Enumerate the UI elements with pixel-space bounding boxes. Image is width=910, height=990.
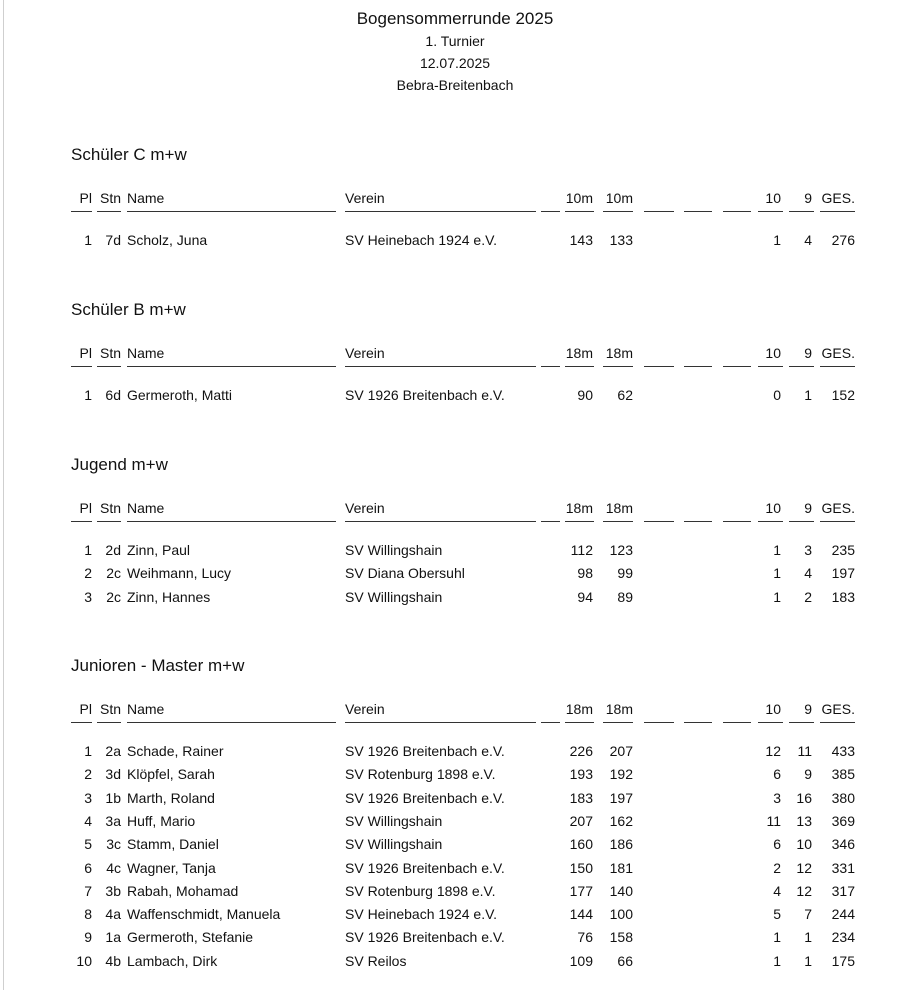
cell-distance-1: 207	[569, 812, 593, 829]
cell-distance-2: 158	[609, 929, 633, 946]
header-underline	[758, 211, 783, 212]
col-header-pl: Pl	[79, 190, 92, 206]
cell-club: SV Heinebach 1924 e.V.	[345, 906, 498, 923]
col-header-tens: 10	[765, 345, 781, 361]
col-header-nines: 9	[804, 500, 812, 516]
table-row	[0, 811, 910, 831]
cell-tens: 11	[766, 812, 781, 829]
table-row	[0, 764, 910, 784]
cell-distance-1: 76	[577, 929, 593, 946]
header-underline	[345, 211, 536, 212]
col-header-total: GES.	[821, 701, 855, 717]
cell-tens: 0	[773, 387, 781, 403]
header-underline	[644, 211, 674, 212]
cell-distance-2: 133	[609, 232, 633, 248]
cell-tens: 1	[773, 542, 781, 558]
cell-place: 1	[84, 232, 92, 248]
col-header-distance-2: 18m	[605, 345, 633, 361]
header-underline	[684, 366, 712, 367]
cell-total: 380	[831, 789, 855, 806]
col-header-tens: 10	[765, 190, 781, 206]
cell-total: 433	[831, 743, 855, 759]
cell-total: 234	[831, 929, 855, 946]
cell-distance-2: 207	[609, 743, 633, 759]
cell-total: 317	[831, 882, 855, 899]
table-row	[0, 788, 910, 808]
cell-nines: 1	[804, 929, 812, 946]
header-underline	[565, 722, 594, 723]
header-underline	[127, 521, 336, 522]
header-underline	[603, 521, 633, 522]
cell-total: 197	[831, 565, 855, 582]
cell-distance-1: 112	[570, 542, 593, 558]
cell-target: 3b	[105, 882, 121, 899]
header-underline	[820, 722, 855, 723]
col-header-tens: 10	[765, 500, 781, 516]
cell-tens: 6	[773, 836, 781, 853]
col-header-name: Name	[127, 701, 165, 717]
header-underline	[345, 366, 536, 367]
cell-name: Scholz, Juna	[127, 232, 208, 248]
header-underline	[603, 211, 633, 212]
cell-distance-1: 98	[577, 565, 593, 582]
cell-nines: 10	[796, 836, 812, 853]
tournament-date: 12.07.2025	[419, 55, 491, 71]
cell-total: 346	[831, 836, 855, 853]
cell-name: Zinn, Hannes	[127, 588, 211, 605]
cell-club: SV 1926 Breitenbach e.V.	[345, 859, 505, 876]
header-underline	[789, 366, 814, 367]
cell-place: 2	[84, 766, 92, 783]
table-row	[0, 587, 910, 607]
table-row	[0, 230, 910, 250]
cell-tens: 5	[773, 906, 781, 923]
cell-place: 7	[84, 882, 92, 899]
cell-total: 175	[831, 952, 855, 969]
table-header	[0, 190, 910, 210]
col-header-pl: Pl	[79, 500, 92, 516]
cell-nines: 11	[797, 743, 812, 759]
header-underline	[127, 722, 336, 723]
col-header-stn: Stn	[99, 190, 121, 206]
cell-name: Germeroth, Stefanie	[127, 929, 254, 946]
table-row	[0, 904, 910, 924]
header-underline	[127, 366, 336, 367]
table-header	[0, 701, 910, 721]
col-header-tens: 10	[765, 701, 781, 717]
cell-nines: 13	[796, 812, 812, 829]
header-underline	[758, 521, 783, 522]
section-title: Schüler B m+w	[71, 300, 186, 319]
col-header-verein: Verein	[345, 190, 385, 206]
cell-club: SV Willingshain	[345, 588, 443, 605]
header-underline	[97, 722, 121, 723]
header-underline	[789, 722, 814, 723]
header-underline	[97, 366, 121, 367]
table-row	[0, 741, 910, 761]
cell-distance-2: 66	[617, 952, 633, 969]
col-header-distance-2: 10m	[605, 190, 633, 206]
header-underline	[723, 521, 751, 522]
col-header-verein: Verein	[345, 701, 385, 717]
section-title: Junioren - Master m+w	[71, 656, 245, 675]
cell-target: 4c	[106, 859, 121, 876]
header-underline	[565, 211, 594, 212]
cell-club: SV Rotenburg 1898 e.V.	[345, 882, 496, 899]
col-header-distance-1: 18m	[565, 701, 593, 717]
cell-place: 5	[84, 836, 92, 853]
cell-place: 10	[76, 952, 92, 969]
header-underline	[758, 366, 783, 367]
cell-tens: 6	[773, 766, 781, 783]
cell-place: 6	[84, 859, 92, 876]
col-header-pl: Pl	[79, 345, 92, 361]
header-underline	[789, 211, 814, 212]
table-row	[0, 385, 910, 405]
header-underline	[71, 211, 92, 212]
col-header-distance-1: 18m	[565, 500, 593, 516]
cell-name: Marth, Roland	[127, 789, 215, 806]
cell-club: SV Rotenburg 1898 e.V.	[345, 766, 496, 783]
cell-distance-2: 192	[609, 766, 633, 783]
cell-target: 7d	[105, 232, 121, 248]
table-row	[0, 927, 910, 947]
col-header-stn: Stn	[99, 345, 121, 361]
cell-club: SV Willingshain	[345, 542, 443, 558]
cell-distance-2: 186	[609, 836, 633, 853]
cell-nines: 7	[804, 906, 812, 923]
cell-name: Germeroth, Matti	[127, 387, 233, 403]
cell-club: SV Willingshain	[345, 836, 443, 853]
cell-nines: 1	[804, 387, 812, 403]
cell-target: 6d	[105, 387, 121, 403]
cell-target: 4a	[105, 906, 121, 923]
cell-target: 1b	[105, 789, 121, 806]
cell-place: 8	[84, 906, 92, 923]
col-header-pl: Pl	[79, 701, 92, 717]
header-underline	[820, 366, 855, 367]
cell-distance-2: 123	[609, 542, 633, 558]
cell-nines: 12	[796, 882, 812, 899]
cell-club: SV Heinebach 1924 e.V.	[345, 232, 498, 248]
table-row	[0, 951, 910, 971]
cell-name: Stamm, Daniel	[127, 836, 219, 853]
cell-place: 2	[84, 565, 92, 582]
header-underline	[541, 521, 560, 522]
cell-club: SV Diana Obersuhl	[345, 565, 465, 582]
cell-tens: 12	[765, 743, 781, 759]
cell-total: 152	[831, 387, 855, 403]
header-underline	[820, 211, 855, 212]
header-underline	[644, 366, 674, 367]
header-underline	[71, 722, 92, 723]
header-underline	[758, 722, 783, 723]
header-underline	[644, 521, 674, 522]
header-underline	[71, 366, 92, 367]
cell-target: 2a	[105, 743, 121, 759]
cell-place: 3	[84, 789, 92, 806]
col-header-distance-1: 10m	[565, 190, 593, 206]
table-row	[0, 881, 910, 901]
cell-distance-1: 144	[569, 906, 593, 923]
cell-name: Klöpfel, Sarah	[127, 766, 215, 783]
tournament-location: Bebra-Breitenbach	[396, 77, 514, 93]
header-underline	[603, 722, 633, 723]
cell-target: 2c	[106, 588, 121, 605]
header-underline	[345, 722, 536, 723]
cell-tens: 1	[773, 565, 781, 582]
col-header-nines: 9	[804, 701, 812, 717]
cell-distance-1: 94	[577, 588, 593, 605]
cell-place: 9	[84, 929, 92, 946]
cell-distance-1: 193	[569, 766, 593, 783]
cell-place: 1	[84, 387, 92, 403]
cell-distance-2: 100	[609, 906, 633, 923]
col-header-distance-2: 18m	[605, 701, 633, 717]
cell-target: 3a	[105, 812, 121, 829]
document-header	[0, 8, 910, 96]
cell-tens: 1	[773, 588, 781, 605]
cell-club: SV Reilos	[345, 952, 407, 969]
col-header-name: Name	[127, 190, 165, 206]
cell-nines: 2	[804, 588, 812, 605]
col-header-name: Name	[127, 345, 165, 361]
cell-tens: 4	[773, 882, 781, 899]
cell-tens: 1	[773, 929, 781, 946]
cell-nines: 12	[796, 859, 812, 876]
table-row	[0, 540, 910, 560]
cell-distance-1: 160	[569, 836, 593, 853]
col-header-stn: Stn	[99, 701, 121, 717]
table-row	[0, 834, 910, 854]
cell-target: 3d	[105, 766, 121, 783]
header-underline	[820, 521, 855, 522]
cell-name: Waffenschmidt, Manuela	[127, 906, 281, 923]
cell-distance-2: 62	[617, 387, 633, 403]
header-underline	[684, 722, 712, 723]
header-underline	[127, 211, 336, 212]
header-underline	[723, 211, 751, 212]
cell-name: Huff, Mario	[127, 812, 196, 829]
cell-tens: 1	[773, 952, 781, 969]
cell-place: 1	[84, 743, 92, 759]
col-header-verein: Verein	[345, 500, 385, 516]
header-underline	[684, 211, 712, 212]
cell-club: SV 1926 Breitenbach e.V.	[345, 929, 505, 946]
header-underline	[541, 722, 560, 723]
cell-name: Schade, Rainer	[127, 743, 224, 759]
cell-nines: 9	[804, 766, 812, 783]
col-header-total: GES.	[821, 345, 855, 361]
cell-tens: 1	[773, 232, 781, 248]
cell-distance-1: 177	[569, 882, 593, 899]
cell-total: 369	[831, 812, 855, 829]
cell-distance-1: 143	[569, 232, 593, 248]
col-header-nines: 9	[804, 345, 812, 361]
col-header-distance-2: 18m	[605, 500, 633, 516]
document-title: Bogensommerrunde 2025	[356, 9, 554, 28]
header-underline	[603, 366, 633, 367]
cell-nines: 4	[804, 232, 812, 248]
section-title: Schüler C m+w	[71, 145, 187, 164]
cell-nines: 3	[804, 542, 812, 558]
header-underline	[97, 211, 121, 212]
header-underline	[789, 521, 814, 522]
col-header-nines: 9	[804, 190, 812, 206]
header-underline	[723, 722, 751, 723]
header-underline	[345, 521, 536, 522]
col-header-verein: Verein	[345, 345, 385, 361]
cell-place: 1	[84, 542, 92, 558]
cell-distance-1: 226	[569, 743, 593, 759]
cell-name: Rabah, Mohamad	[127, 882, 239, 899]
cell-target: 3c	[106, 836, 121, 853]
cell-target: 2c	[106, 565, 121, 582]
cell-total: 276	[831, 232, 855, 248]
cell-target: 2d	[105, 542, 121, 558]
cell-tens: 2	[773, 859, 781, 876]
cell-distance-1: 90	[577, 387, 593, 403]
col-header-total: GES.	[821, 500, 855, 516]
table-row	[0, 858, 910, 878]
cell-distance-1: 150	[569, 859, 593, 876]
cell-tens: 3	[773, 789, 781, 806]
header-underline	[71, 521, 92, 522]
cell-nines: 4	[804, 565, 812, 582]
cell-club: SV 1926 Breitenbach e.V.	[345, 743, 505, 759]
cell-target: 4b	[105, 952, 121, 969]
cell-distance-1: 183	[569, 789, 593, 806]
header-underline	[565, 521, 594, 522]
cell-club: SV 1926 Breitenbach e.V.	[345, 789, 505, 806]
table-header	[0, 500, 910, 520]
tournament-number: 1. Turnier	[425, 33, 485, 49]
cell-total: 183	[831, 588, 855, 605]
cell-nines: 1	[804, 952, 812, 969]
cell-name: Zinn, Paul	[127, 542, 191, 558]
cell-club: SV 1926 Breitenbach e.V.	[345, 387, 505, 403]
header-underline	[541, 366, 560, 367]
cell-distance-1: 109	[569, 952, 593, 969]
header-underline	[565, 366, 594, 367]
cell-name: Lambach, Dirk	[127, 952, 218, 969]
cell-club: SV Willingshain	[345, 812, 443, 829]
cell-distance-2: 181	[609, 859, 633, 876]
col-header-stn: Stn	[99, 500, 121, 516]
section-title: Jugend m+w	[71, 455, 168, 474]
header-underline	[684, 521, 712, 522]
cell-name: Wagner, Tanja	[127, 859, 216, 876]
col-header-total: GES.	[821, 190, 855, 206]
cell-nines: 16	[796, 789, 812, 806]
cell-distance-2: 89	[617, 588, 633, 605]
header-underline	[723, 366, 751, 367]
cell-distance-2: 140	[609, 882, 633, 899]
cell-distance-2: 197	[609, 789, 633, 806]
cell-place: 3	[84, 588, 92, 605]
header-underline	[97, 521, 121, 522]
header-underline	[644, 722, 674, 723]
cell-distance-2: 162	[609, 812, 633, 829]
cell-total: 235	[831, 542, 855, 558]
cell-distance-2: 99	[617, 565, 633, 582]
cell-total: 331	[831, 859, 855, 876]
cell-name: Weihmann, Lucy	[127, 565, 232, 582]
cell-total: 385	[831, 766, 855, 783]
col-header-distance-1: 18m	[565, 345, 593, 361]
table-row	[0, 563, 910, 583]
col-header-name: Name	[127, 500, 165, 516]
header-underline	[541, 211, 560, 212]
cell-place: 4	[84, 812, 92, 829]
cell-total: 244	[831, 906, 855, 923]
table-header	[0, 345, 910, 365]
cell-target: 1a	[105, 929, 121, 946]
